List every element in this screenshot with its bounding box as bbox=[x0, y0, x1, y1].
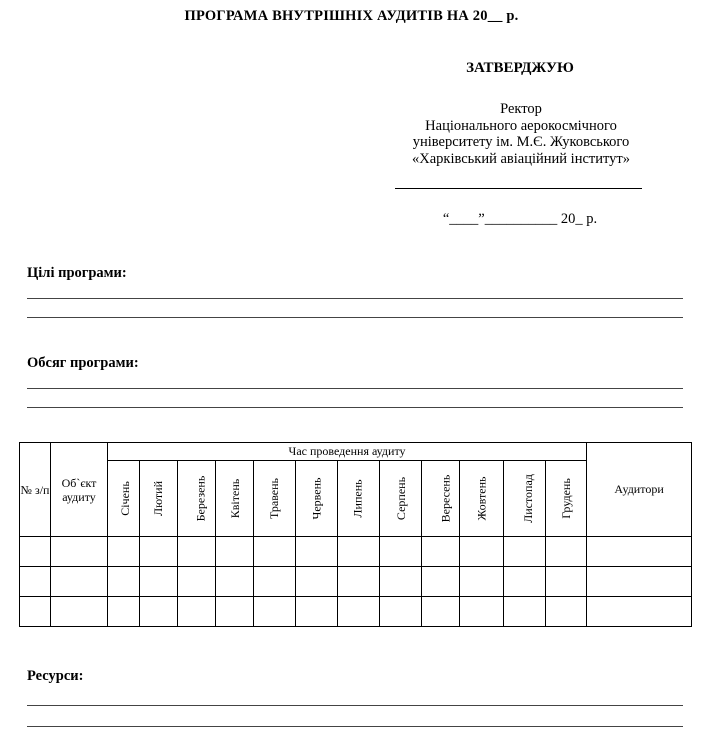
resources-label: Ресурси: bbox=[27, 668, 84, 684]
month-august: Серпень bbox=[380, 461, 422, 537]
month-july: Липень bbox=[338, 461, 380, 537]
month-april: Квітень bbox=[216, 461, 254, 537]
goals-label: Цілі програми: bbox=[27, 265, 127, 281]
goals-line-2 bbox=[27, 317, 683, 318]
month-october: Жовтень bbox=[460, 461, 504, 537]
month-february: Лютий bbox=[140, 461, 178, 537]
month-november: Листопад bbox=[504, 461, 546, 537]
signature-line bbox=[395, 188, 642, 189]
approval-heading: ЗАТВЕРДЖУЮ bbox=[466, 60, 574, 76]
resources-line-2 bbox=[27, 726, 683, 727]
month-september: Вересень bbox=[422, 461, 460, 537]
approval-date: “____”__________ 20_ р. bbox=[442, 211, 598, 227]
resources-line-1 bbox=[27, 705, 683, 706]
table-row bbox=[20, 597, 692, 627]
approval-line: університету ім. М.Є. Жуковського bbox=[412, 134, 630, 150]
month-march: Березень bbox=[178, 461, 216, 537]
month-january: Січень bbox=[108, 461, 140, 537]
month-may: Травень bbox=[254, 461, 296, 537]
header-number: № з/п bbox=[20, 443, 51, 537]
document-title: ПРОГРАМА ВНУТРІШНІХ АУДИТІВ НА 20__ р. bbox=[184, 8, 519, 24]
audit-table bbox=[19, 442, 692, 627]
approval-block bbox=[380, 101, 662, 167]
scope-line-1 bbox=[27, 388, 683, 389]
goals-line-1 bbox=[27, 298, 683, 299]
month-june: Червень bbox=[296, 461, 338, 537]
header-object: Об`єкт аудиту bbox=[51, 443, 108, 537]
table-row bbox=[20, 537, 692, 567]
approval-line: Національного аерокосмічного bbox=[425, 117, 617, 134]
header-audit-time: Час проведення аудиту bbox=[108, 443, 587, 461]
approval-line: «Харківський авіаційний інститут» bbox=[412, 150, 630, 167]
month-december: Грудень bbox=[546, 461, 587, 537]
scope-line-2 bbox=[27, 407, 683, 408]
scope-label: Обсяг програми: bbox=[27, 355, 139, 371]
approval-line: Ректор bbox=[500, 101, 542, 117]
header-auditors: Аудитори bbox=[587, 443, 692, 537]
table-row bbox=[20, 567, 692, 597]
